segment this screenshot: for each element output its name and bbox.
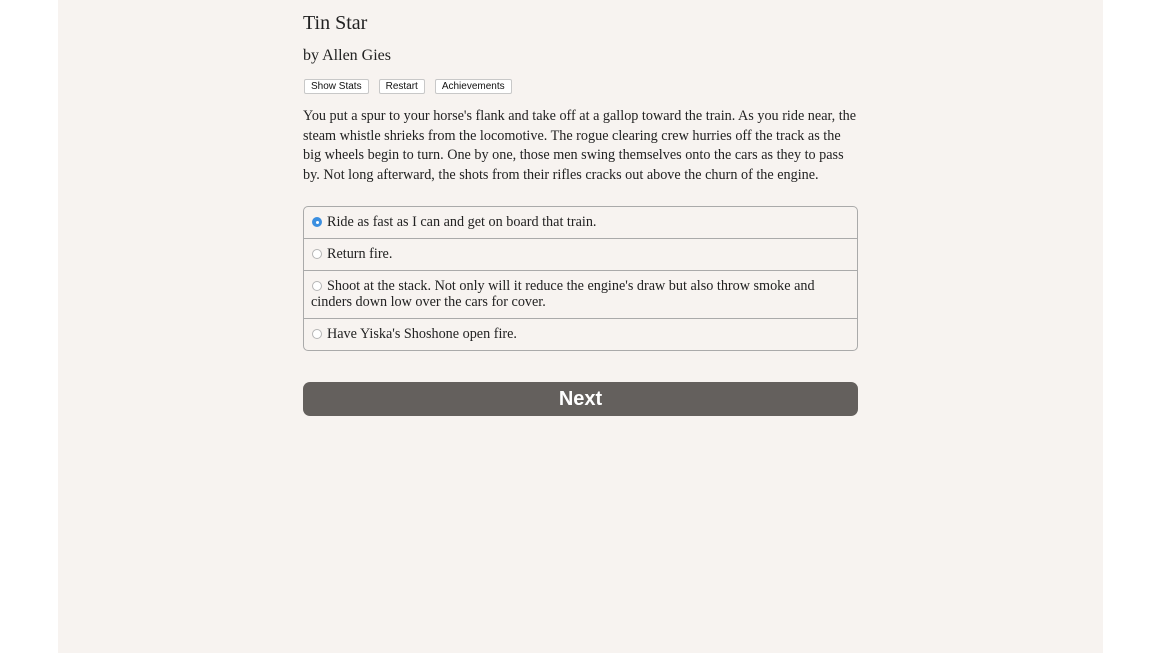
game-title: Tin Star [303, 12, 368, 34]
story-passage: You put a spur to your horse's flank and take off at a gallop toward the train. As you ride near, the steam whistle shrieks from the locomotive. The rogue clearing crew hurries off the track as the big wheels begin to turn. One by one, those men swing themselves onto the cars as they to pass by. Not long afterward, the shots from their rifles cracks out above the churn of the engine. [303, 108, 857, 184]
choice-option-4[interactable] [304, 318, 857, 350]
choice-list [303, 206, 858, 351]
radio-button[interactable] [312, 249, 322, 259]
choice-option-1[interactable] [304, 207, 857, 238]
choice-label: Have Yiska's Shoshone open fire. [327, 326, 517, 342]
choice-option-3[interactable] [304, 270, 857, 318]
next-button[interactable]: Next [303, 382, 858, 416]
choice-label: Return fire. [327, 246, 393, 262]
show-stats-button[interactable]: Show Stats [304, 79, 369, 94]
choice-option-2[interactable] [304, 238, 857, 270]
choice-label: Ride as fast as I can and get on board that train. [327, 214, 597, 230]
radio-button[interactable] [312, 281, 322, 291]
choice-label: Shoot at the stack. Not only will it reduce the engine's draw but also throw smoke and cinders down low over the cars for cover. [311, 278, 815, 310]
restart-button[interactable]: Restart [379, 79, 425, 94]
radio-button-selected[interactable] [312, 217, 322, 227]
achievements-button[interactable]: Achievements [435, 79, 512, 94]
game-author: by Allen Gies [303, 47, 391, 64]
toolbar [304, 79, 512, 94]
game-page [58, 0, 1103, 653]
radio-button[interactable] [312, 329, 322, 339]
